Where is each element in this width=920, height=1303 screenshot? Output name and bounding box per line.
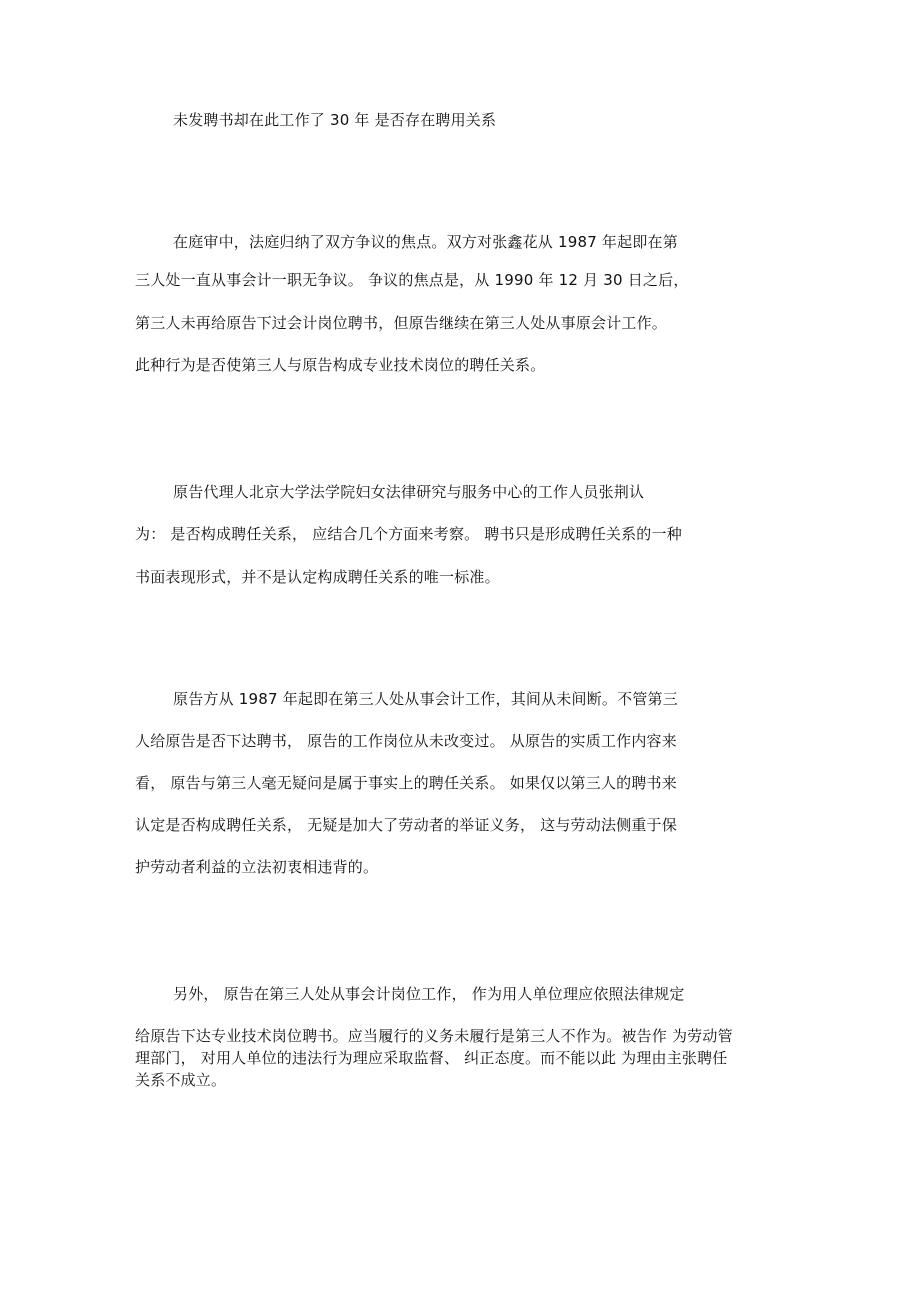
paragraph-3-line-3: 看， 原告与第三人毫无疑问是属于事实上的聘任关系。 如果仅以第三人的聘书来: [135, 774, 677, 792]
paragraph-3-line-5: 护劳动者利益的立法初衷相违背的。: [135, 858, 379, 876]
paragraph-2-line-2: 为： 是否构成聘任关系， 应结合几个方面来考察。 聘书只是形成聘任关系的一种: [135, 525, 682, 543]
paragraph-1-line-1: 在庭审中，法庭归纳了双方争议的焦点。双方对张鑫花从 1987 年起即在第: [173, 233, 678, 251]
paragraph-3-line-1: 原告方从 1987 年起即在第三人处从事会计工作，其间从未间断。不管第三: [173, 690, 678, 708]
paragraph-4-line-2: 给原告下达专业技术岗位聘书。应当履行的义务未履行是第三人不作为。被告作 为劳动管: [135, 1027, 733, 1045]
paragraph-3-line-4: 认定是否构成聘任关系， 无疑是加大了劳动者的举证义务， 这与劳动法侧重于保: [135, 816, 677, 834]
paragraph-4-line-4: 关系不成立。: [135, 1071, 227, 1089]
paragraph-3-line-2: 人给原告是否下达聘书， 原告的工作岗位从未改变过。 从原告的实质工作内容来: [135, 732, 677, 750]
paragraph-2-line-3: 书面表现形式，并不是认定构成聘任关系的唯一标准。: [135, 568, 500, 586]
paragraph-1-line-4: 此种行为是否使第三人与原告构成专业技术岗位的聘任关系。: [135, 356, 546, 374]
paragraph-4-line-3: 理部门， 对用人单位的违法行为理应采取监督、 纠正态度。而不能以此 为理由主张聘任: [135, 1049, 728, 1067]
paragraph-1-line-2: 三人处一直从事会计一职无争议。 争议的焦点是，从 1990 年 12 月 30 日之后，: [135, 271, 689, 289]
paragraph-4-line-1: 另外， 原告在第三人处从事会计岗位工作， 作为用人单位理应依照法律规定: [173, 985, 685, 1003]
paragraph-1-line-3: 第三人未再给原告下过会计岗位聘书，但原告继续在第三人处从事原会计工作。: [135, 314, 668, 332]
document-title: 未发聘书却在此工作了 30 年 是否存在聘用关系: [173, 111, 497, 129]
paragraph-2-line-1: 原告代理人北京大学法学院妇女法律研究与服务中心的工作人员张荆认: [173, 483, 645, 501]
